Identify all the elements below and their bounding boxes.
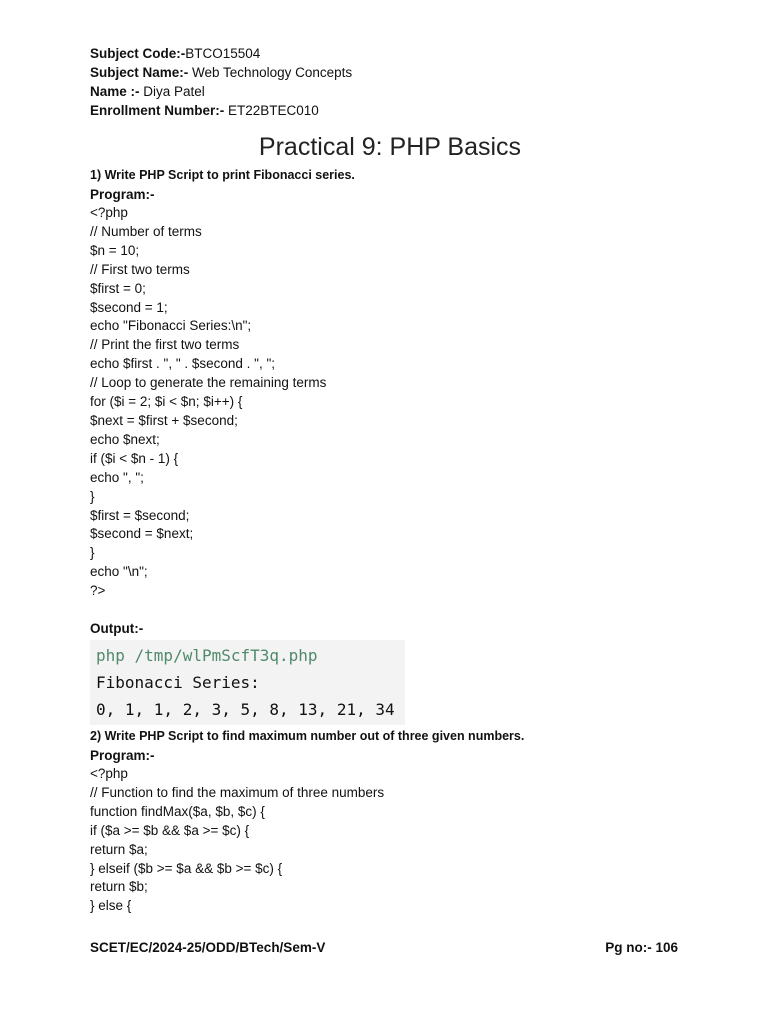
subject-name-label: Subject Name:- <box>90 65 189 80</box>
subject-name-line <box>90 63 690 82</box>
enrollment-label: Enrollment Number:- <box>90 103 225 118</box>
student-name-label: Name :- <box>90 84 140 99</box>
document-page <box>90 44 690 916</box>
page-number: Pg no:- 106 <box>605 940 678 955</box>
code-line: echo "Fibonacci Series:\n"; <box>90 318 252 334</box>
code-line: return $a; <box>90 841 148 857</box>
code-line: $second = $next; <box>90 526 194 542</box>
output-line: 0, 1, 1, 2, 3, 5, 8, 13, 21, 34 <box>96 700 395 720</box>
code-line: ?> <box>90 583 106 599</box>
code-block-1 <box>90 204 690 601</box>
output-command: php /tmp/wlPmScfT3q.php <box>96 646 318 666</box>
code-line: // First two terms <box>90 261 190 277</box>
code-line: function findMax($a, $b, $c) { <box>90 803 265 819</box>
enrollment-value: ET22BTEC010 <box>224 103 319 118</box>
code-line: echo $next; <box>90 431 160 447</box>
page-title: Practical 9: PHP Basics <box>258 133 522 161</box>
code-line: } <box>90 488 95 504</box>
code-block-2 <box>90 765 690 916</box>
code-line: <?php <box>90 205 128 220</box>
code-line: return $b; <box>90 879 148 895</box>
question-1: 1) Write PHP Script to print Fibonacci series. <box>90 168 355 182</box>
code-line: // Number of terms <box>90 223 202 239</box>
student-name-line <box>90 82 690 101</box>
subject-name-value: Web Technology Concepts <box>188 65 353 80</box>
enrollment-line <box>90 101 690 120</box>
code-line: // Function to find the maximum of three numbers <box>90 784 385 800</box>
code-line: for ($i = 2; $i < $n; $i++) { <box>90 394 243 410</box>
code-line: } elseif ($b >= $a && $b >= $c) { <box>90 860 283 876</box>
student-name-value: Diya Patel <box>139 84 205 99</box>
code-line: $next = $first + $second; <box>90 412 238 428</box>
code-line: $n = 10; <box>90 242 140 258</box>
subject-code-line <box>90 44 690 63</box>
output-label: Output:- <box>90 621 144 637</box>
subject-code-value: BTCO15504 <box>185 46 261 61</box>
question-2: 2) Write PHP Script to find maximum number out of three given numbers. <box>90 729 525 744</box>
code-line: $second = 1; <box>90 299 168 315</box>
code-line: // Print the first two terms <box>90 337 240 353</box>
subject-code-label: Subject Code:- <box>90 46 186 61</box>
code-line: } else { <box>90 898 132 914</box>
page-footer <box>90 938 678 957</box>
code-line: echo "\n"; <box>90 564 148 580</box>
code-line: } <box>90 545 95 561</box>
output-box <box>90 640 405 725</box>
program-label-1: Program:- <box>90 187 155 202</box>
code-line: echo $first . ", " . $second . ", "; <box>90 356 275 372</box>
code-line: <?php <box>90 766 128 782</box>
code-line: if ($i < $n - 1) { <box>90 450 179 466</box>
code-line: if ($a >= $b && $a >= $c) { <box>90 822 250 838</box>
program-label-2: Program:- <box>90 748 155 764</box>
footer-course-info: SCET/EC/2024-25/ODD/BTech/Sem-V <box>90 940 326 955</box>
code-line: $first = $second; <box>90 507 190 523</box>
output-line: Fibonacci Series: <box>96 673 260 693</box>
code-line: echo ", "; <box>90 469 144 485</box>
code-line: // Loop to generate the remaining terms <box>90 375 327 391</box>
code-line: $first = 0; <box>90 280 146 296</box>
